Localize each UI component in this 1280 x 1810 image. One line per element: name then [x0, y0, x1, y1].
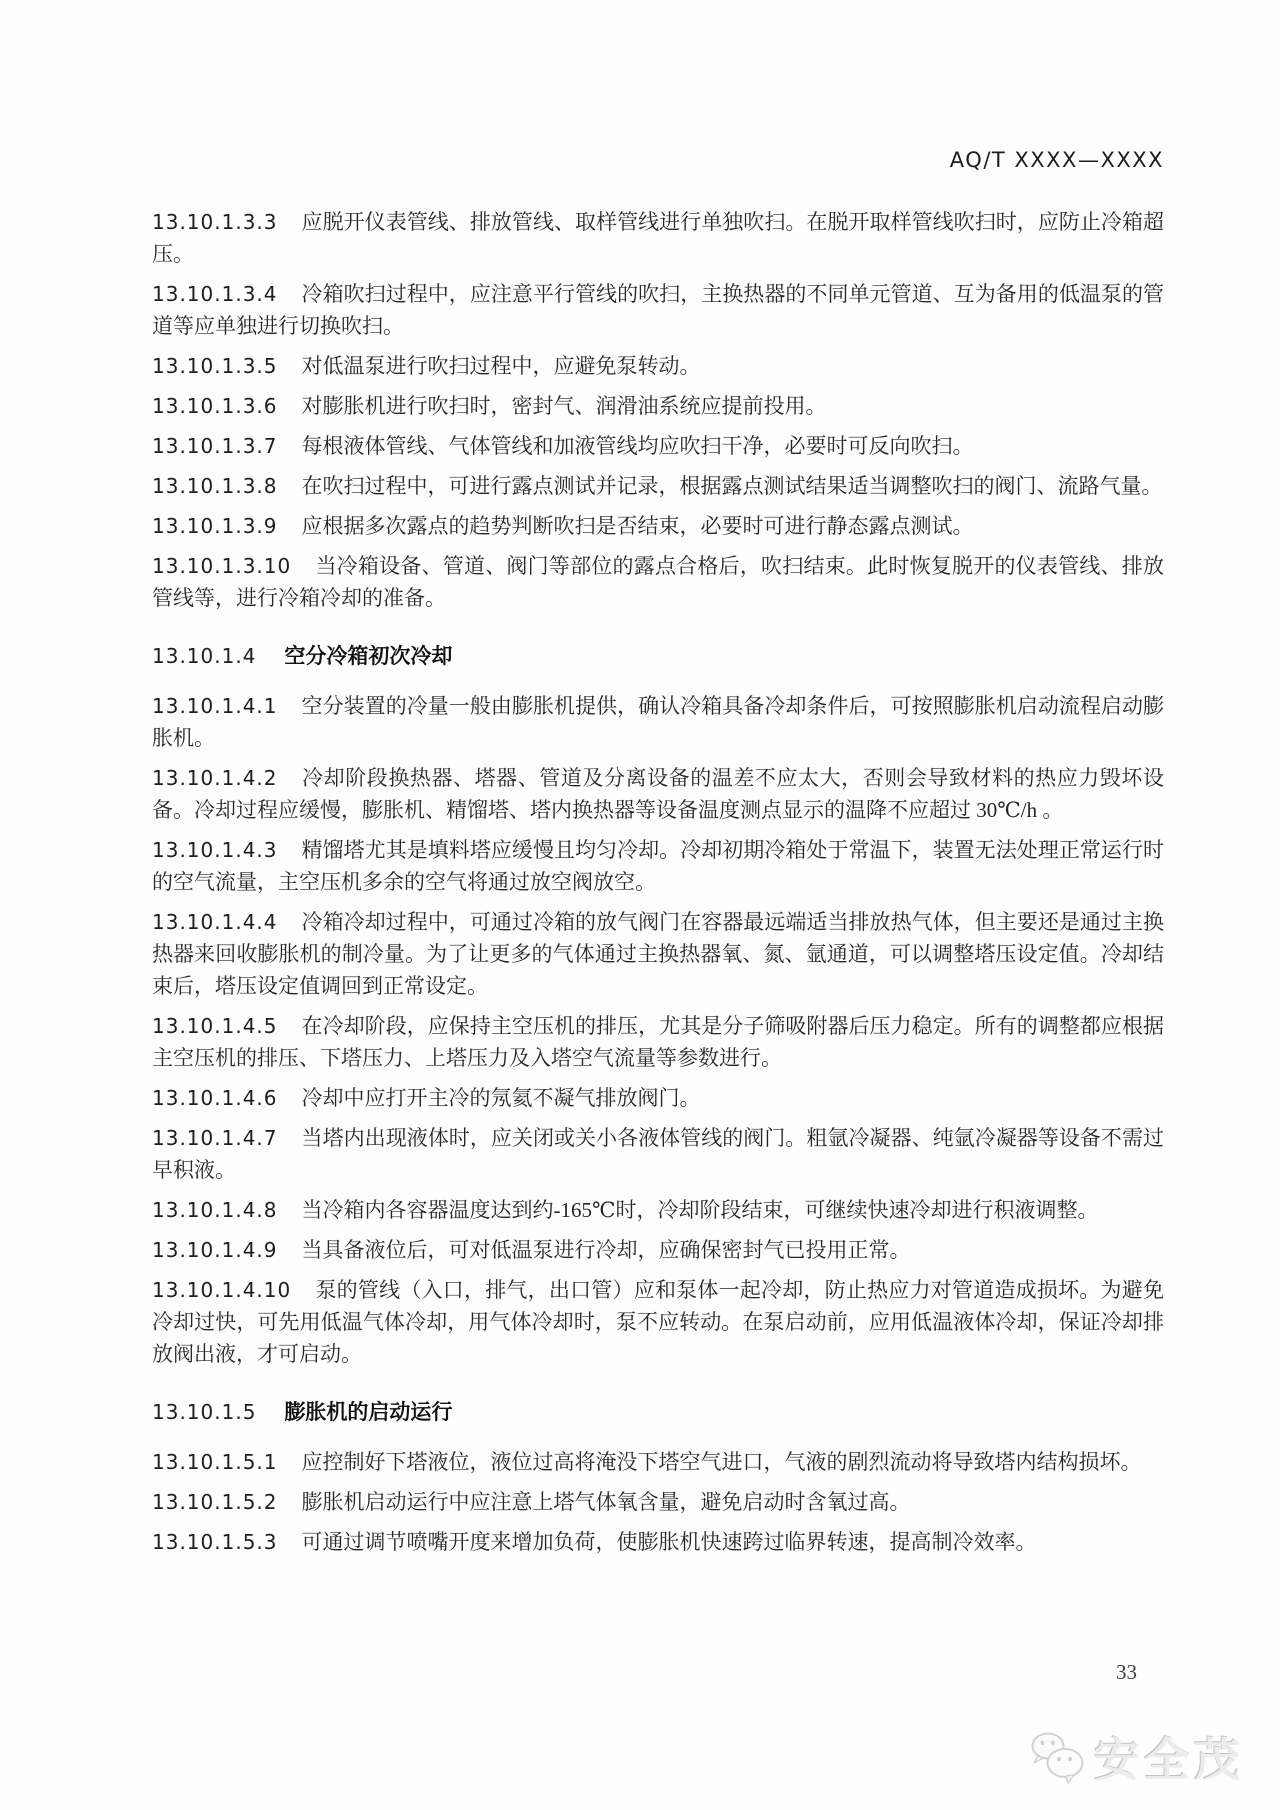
clause-paragraph — [152, 1234, 1164, 1266]
clause-number: 13.10.1.4.6 — [152, 1086, 278, 1110]
clause-number: 13.10.1.3.6 — [152, 394, 278, 418]
clause-text: 空分装置的冷量一般由膨胀机提供，确认冷箱具备冷却条件后，可按照膨胀机启动流程启动膨胀机。 — [152, 694, 1164, 750]
clause-paragraph — [152, 1274, 1164, 1370]
section-heading-number: 13.10.1.4 — [152, 644, 257, 668]
clause-text: 可通过调节喷嘴开度来增加负荷，使膨胀机快速跨过临界转速，提高制冷效率。 — [301, 1530, 1037, 1554]
section-heading — [152, 1396, 1164, 1429]
clause-text: 应根据多次露点的趋势判断吹扫是否结束，必要时可进行静态露点测试。 — [301, 514, 974, 538]
clause-paragraph — [152, 430, 1164, 462]
clause-text: 对低温泵进行吹扫过程中，应避免泵转动。 — [301, 354, 701, 378]
section-heading — [152, 640, 1164, 673]
clause-number: 13.10.1.4.3 — [152, 838, 278, 862]
section-heading-title: 膨胀机的启动运行 — [284, 1401, 453, 1424]
page-number: 33 — [1116, 1660, 1137, 1684]
clause-number: 13.10.1.4.7 — [152, 1126, 278, 1150]
clause-text: 膨胀机启动运行中应注意上塔气体氧含量，避免启动时含氧过高。 — [301, 1490, 911, 1514]
clause-text: 当具备液位后，可对低温泵进行冷却，应确保密封气已投用正常。 — [301, 1238, 911, 1262]
clause-paragraph — [152, 206, 1164, 270]
clause-number: 13.10.1.4.1 — [152, 694, 278, 718]
clause-text: 应脱开仪表管线、排放管线、取样管线进行单独吹扫。在脱开取样管线吹扫时，应防止冷箱超压。 — [152, 210, 1164, 266]
watermark — [1028, 1724, 1244, 1790]
clause-number: 13.10.1.3.5 — [152, 354, 278, 378]
clause-paragraph — [152, 390, 1164, 422]
clause-paragraph — [152, 1194, 1164, 1226]
clause-number: 13.10.1.3.3 — [152, 210, 278, 234]
clause-number: 13.10.1.4.5 — [152, 1014, 278, 1038]
clause-paragraph — [152, 834, 1164, 898]
standard-code: AQ/T XXXX—XXXX — [949, 148, 1164, 172]
clause-paragraph — [152, 470, 1164, 502]
chat-bubbles-icon — [1028, 1730, 1088, 1784]
clause-paragraph — [152, 550, 1164, 614]
clause-text: 当冷箱设备、管道、阀门等部位的露点合格后，吹扫结束。此时恢复脱开的仪表管线、排放管线等，进行冷箱冷却的准备。 — [152, 554, 1164, 610]
clause-paragraph — [152, 350, 1164, 382]
clause-number: 13.10.1.5.3 — [152, 1530, 278, 1554]
clause-number: 13.10.1.3.7 — [152, 434, 278, 458]
clause-number: 13.10.1.3.4 — [152, 282, 278, 306]
clause-number: 13.10.1.3.9 — [152, 514, 278, 538]
clause-number: 13.10.1.4.4 — [152, 910, 278, 934]
clause-number: 13.10.1.5.1 — [152, 1450, 278, 1474]
clause-paragraph — [152, 1526, 1164, 1558]
clause-paragraph — [152, 1082, 1164, 1114]
clause-text: 应控制好下塔液位，液位过高将淹没下塔空气进口，气液的剧烈流动将导致塔内结构损坏。 — [301, 1450, 1142, 1474]
clause-text: 冷却中应打开主冷的氖氦不凝气排放阀门。 — [301, 1086, 701, 1110]
clause-text: 在吹扫过程中，可进行露点测试并记录，根据露点测试结果适当调整吹扫的阀门、流路气量。 — [301, 474, 1163, 498]
clause-paragraph — [152, 278, 1164, 342]
document-body — [152, 206, 1164, 1566]
clause-text: 冷箱冷却过程中，可通过冷箱的放气阀门在容器最远端适当排放热气体，但主要还是通过主换热器来回收膨胀机的制冷量。为了让更多的气体通过主换热器氧、氮、氩通道，可以调整塔压设定值。冷却结束后，塔压设定值调回到正常设定。 — [152, 910, 1164, 998]
clause-number: 13.10.1.4.10 — [152, 1278, 292, 1302]
clause-text: 在冷却阶段，应保持主空压机的排压，尤其是分子筛吸附器后压力稳定。所有的调整都应根据主空压机的排压、下塔压力、上塔压力及入塔空气流量等参数进行。 — [152, 1014, 1164, 1070]
clause-paragraph — [152, 510, 1164, 542]
clause-paragraph — [152, 762, 1164, 826]
clause-text: 每根液体管线、气体管线和加液管线均应吹扫干净，必要时可反向吹扫。 — [301, 434, 974, 458]
watermark-text: 安全茂 — [1094, 1734, 1244, 1786]
clause-paragraph — [152, 1010, 1164, 1074]
clause-text: 冷却阶段换热器、塔器、管道及分离设备的温差不应太大，否则会导致材料的热应力毁坏设备。冷却过程应缓慢，膨胀机、精馏塔、塔内换热器等设备温度测点显示的温降不应超过 30℃/h 。 — [152, 766, 1164, 822]
clause-number: 13.10.1.4.8 — [152, 1198, 278, 1222]
clause-text: 当塔内出现液体时，应关闭或关小各液体管线的阀门。粗氩冷凝器、纯氩冷凝器等设备不需过早积液。 — [152, 1126, 1164, 1182]
clause-text: 当冷箱内各容器温度达到约-165℃时，冷却阶段结束，可继续快速冷却进行积液调整。 — [301, 1198, 1099, 1222]
clause-text: 精馏塔尤其是填料塔应缓慢且均匀冷却。冷却初期冷箱处于常温下，装置无法处理正常运行时的空气流量，主空压机多余的空气将通过放空阀放空。 — [152, 838, 1164, 894]
clause-number: 13.10.1.3.10 — [152, 554, 292, 578]
section-heading-title: 空分冷箱初次冷却 — [284, 645, 453, 668]
clause-paragraph — [152, 906, 1164, 1002]
clause-number: 13.10.1.5.2 — [152, 1490, 278, 1514]
clause-number: 13.10.1.4.2 — [152, 766, 278, 790]
clause-paragraph — [152, 1446, 1164, 1478]
clause-text: 冷箱吹扫过程中，应注意平行管线的吹扫，主换热器的不同单元管道、互为备用的低温泵的管道等应单独进行切换吹扫。 — [152, 282, 1164, 338]
clause-text: 对膨胀机进行吹扫时，密封气、润滑油系统应提前投用。 — [301, 394, 827, 418]
section-heading-number: 13.10.1.5 — [152, 1400, 257, 1424]
clause-number: 13.10.1.3.8 — [152, 474, 278, 498]
clause-paragraph — [152, 1486, 1164, 1518]
clause-paragraph — [152, 690, 1164, 754]
clause-paragraph — [152, 1122, 1164, 1186]
clause-text: 泵的管线（入口，排气，出口管）应和泵体一起冷却，防止热应力对管道造成损坏。为避免冷却过快，可先用低温气体冷却，用气体冷却时，泵不应转动。在泵启动前，应用低温液体冷却，保证冷却排放阀出液，才可启动。 — [152, 1278, 1164, 1366]
clause-number: 13.10.1.4.9 — [152, 1238, 278, 1262]
